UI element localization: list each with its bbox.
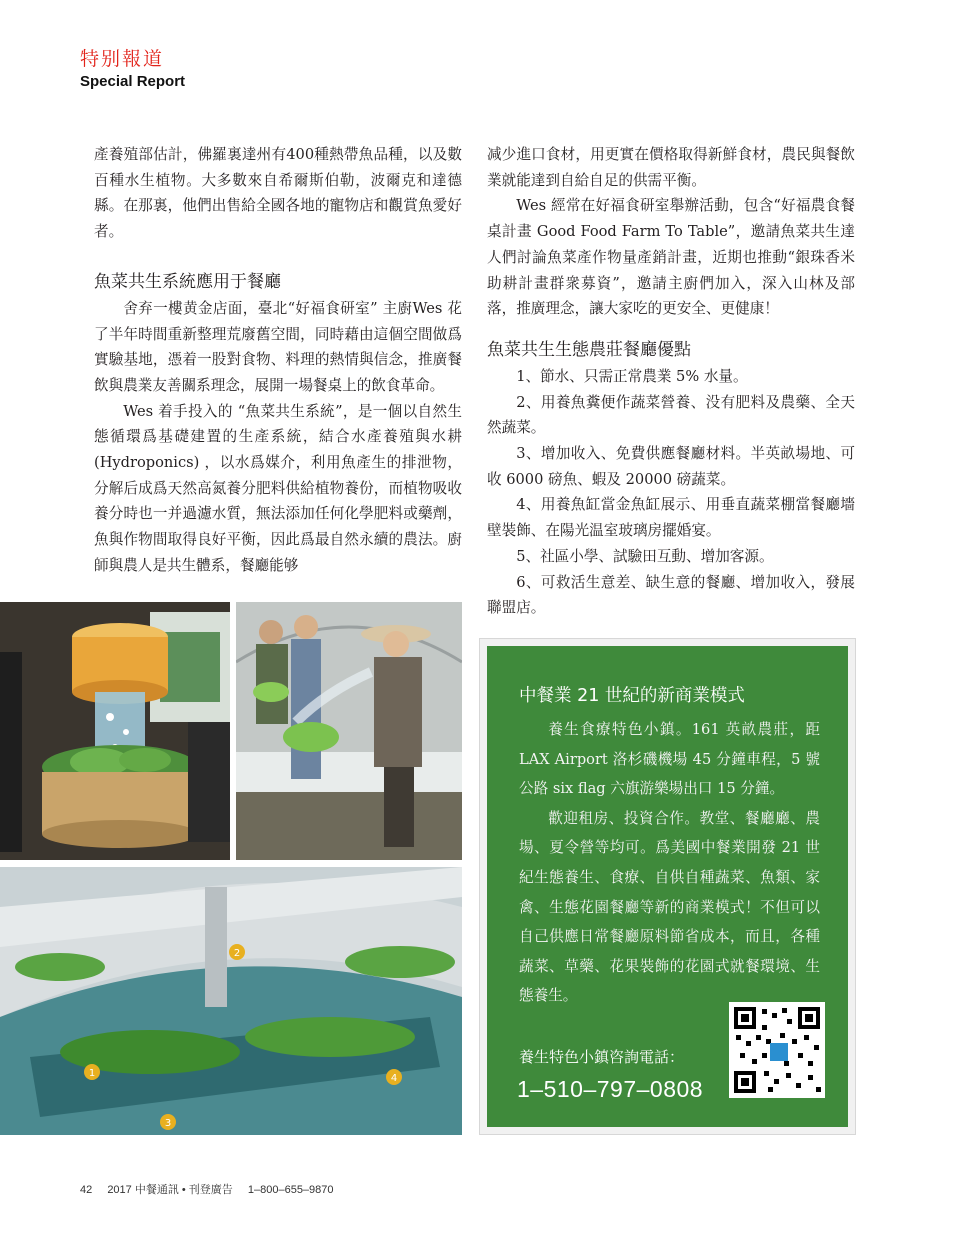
list-item: 4、用養魚缸當金魚缸展示、用垂直蔬菜棚當餐廳墻壁裝飾、在陽光温室玻璃房擺婚宴。: [487, 496, 855, 540]
marker-label: 2: [233, 948, 241, 959]
phone-number[interactable]: 1–510–797–0808: [517, 1076, 704, 1102]
paragraph: Wes 經常在好福食研室舉辦活動，包含“好福農食餐桌計畫 Good Food Farm To Table”，邀請魚菜共生達人們討論魚菜產作物量產銷計畫，近期也推動“銀珠香米助耕計畫群衆募資”，邀請主廚們加入，深入山林及部落，推廣理念，讓大家吃的更安全、更健康！: [487, 197, 855, 318]
list-item: 5、社區小學、試驗田互動、增加客源。: [516, 547, 774, 565]
promo-paragraph: 養生食療特色小鎮。161 英畝農莊，距 LAX Airport 洛杉磯機場 45 分鐘車程，5 號公路 six flag 六旗游樂場出口 15 分鐘。: [519, 721, 820, 798]
section-header: [80, 44, 185, 90]
marker-label: 4: [390, 1073, 398, 1084]
marker-label: 1: [88, 1068, 96, 1079]
promo-box-inner: [487, 646, 848, 1127]
photo-aquarium-display: [0, 602, 230, 860]
phone-label: 養生特色小鎮咨詢電話：: [519, 1048, 685, 1066]
photo-aquaponics-tanks: [0, 867, 462, 1135]
paragraph: Wes 着手投入的 “魚菜共生系統”，是一個以自然生態循環爲基礎建置的生產系統，結合水產養殖與水耕 (Hydroponics) ，以水爲媒介，利用魚產生的排泄物，分解后成爲天然高氮養分肥料供給植物養份，而植物吸收養分時也一并過濾水質，無法添加任何化學肥料或藥劑，魚與作物間取得良好平衡，因此爲最自然永續的農法。廚師與農人是共生體系，餐廳能够: [94, 402, 462, 574]
list-item: 3、增加收入、免費供應餐廳材料。半英畝場地、可收 6000 磅魚、蝦及 20000 磅蔬菜。: [487, 445, 855, 488]
photo-greenhouse-watering: [236, 602, 462, 860]
paragraph: 舍弃一樓黄金店面，臺北“好福食研室” 主廚Wes 花了半年時間重新整理荒廢舊空間，同時藉由這個空間做爲實驗基地，憑着一股對食物、料理的熱情與信念，推廣餐飲與農業友善關系理念，展開一場餐桌上的飲食革命。: [94, 299, 462, 394]
list-item: 1、節水、只需正常農業 5% 水量。: [516, 367, 748, 385]
paragraph: 產養殖部估計，佛羅裏達州有400種熱帶魚品種，以及數百種水生植物。大多數來自希爾斯伯勒，波爾克和達德縣。在那裏，他們出售給全國各地的寵物店和觀賞魚愛好者。: [94, 146, 462, 241]
paragraph: 减少進口食材，用更實在價格取得新鮮食材，農民與餐飲業就能達到自給自足的供需平衡。: [487, 146, 855, 189]
subheading: 魚菜共生生態農莊餐廳優點: [487, 339, 691, 360]
right-column: [487, 142, 855, 621]
footer-text: 2017 中餐通訊 • 刊登廣告: [107, 1184, 233, 1196]
qr-code-icon[interactable]: [729, 1002, 825, 1098]
page-footer: [80, 1181, 346, 1197]
marker-label: 3: [164, 1118, 172, 1129]
promo-title: 中餐業 21 世紀的新商業模式: [519, 686, 745, 706]
promo-box: [479, 638, 856, 1135]
section-title-en: Special Report: [80, 73, 186, 90]
list-item: 2、用養魚糞便作蔬菜營養、没有肥料及農藥、全天然蔬菜。: [487, 393, 855, 437]
list-item: 6、可救活生意差、缺生意的餐廳、增加收入，發展聯盟店。: [487, 573, 855, 617]
subheading: 魚菜共生系統應用于餐廳: [94, 271, 281, 292]
promo-paragraph: 歡迎租房、投資合作。教堂、餐廳廳、農場、夏令營等均可。爲美國中餐業開發 21 世紀生態養生、食療、自供自種蔬菜、魚類、家禽、生態花園餐廳等新的商業模式！不但可以自己供應日常餐廳原料節省成本，而且，各種蔬菜、草藥、花果裝飾的花園式就餐環境、生態養生。: [519, 809, 820, 1005]
footer-phone: 1–800–655–9870: [247, 1184, 334, 1196]
left-column: [94, 142, 462, 579]
page-number: 42: [80, 1184, 93, 1196]
section-title-zh: 特别報道: [80, 48, 165, 70]
